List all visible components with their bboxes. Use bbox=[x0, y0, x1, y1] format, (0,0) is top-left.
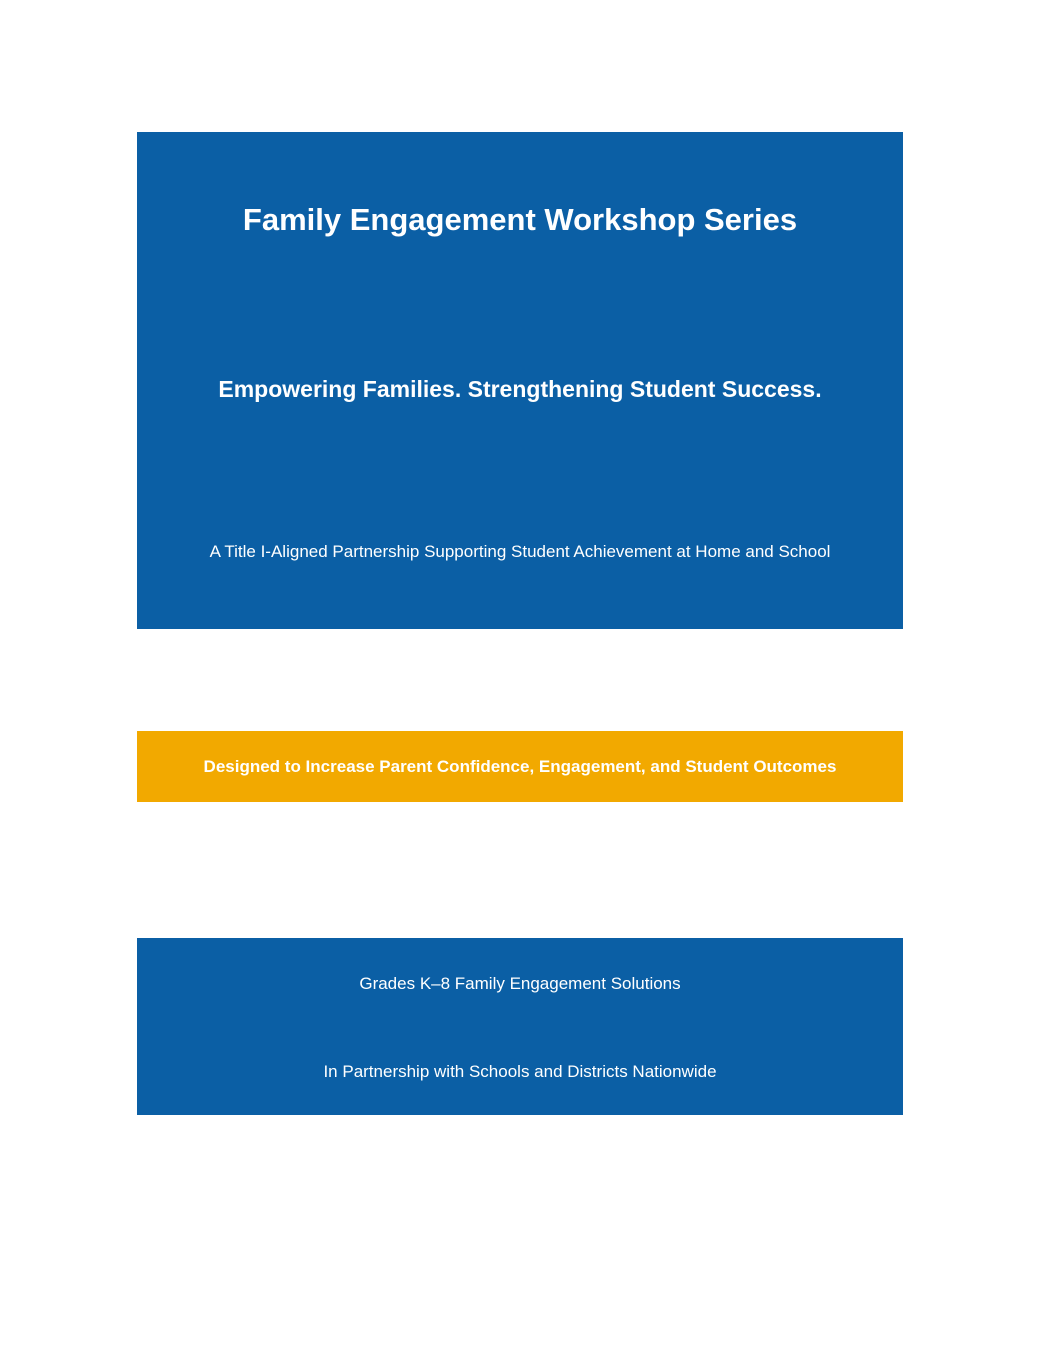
partnership-text: In Partnership with Schools and Districts Nationwide bbox=[323, 1062, 717, 1081]
highlight-band-text: Designed to Increase Parent Confidence, Engagement, and Student Outcomes bbox=[203, 756, 837, 776]
highlight-band bbox=[137, 731, 903, 802]
grades-text: Grades K–8 Family Engagement Solutions bbox=[359, 974, 681, 993]
footer-panel bbox=[137, 938, 903, 1115]
page-title: Family Engagement Workshop Series bbox=[242, 202, 798, 237]
hero-subtitle: Empowering Families. Strengthening Student Success. bbox=[218, 376, 822, 402]
hero-panel bbox=[137, 132, 903, 629]
hero-tagline: A Title I-Aligned Partnership Supporting Student Achievement at Home and School bbox=[209, 542, 831, 561]
